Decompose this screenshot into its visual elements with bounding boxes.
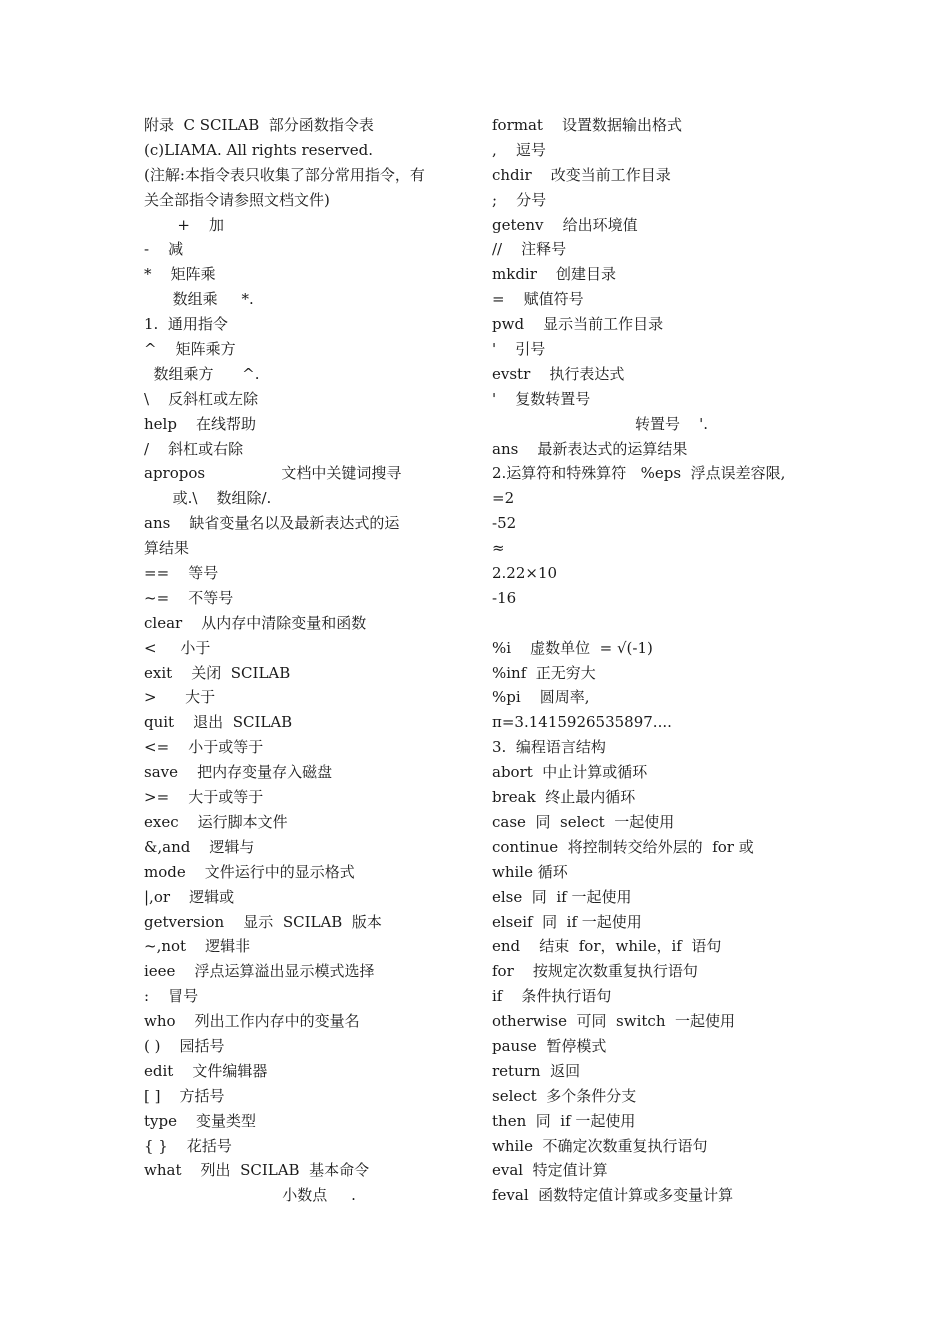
text-line: > 大于 (144, 688, 216, 707)
text-line: // 注释号 (492, 240, 567, 259)
text-line: >= 大于或等于 (144, 788, 264, 807)
text-line: 转置号 '. (492, 414, 709, 433)
text-line: mode 文件运行中的显示格式 (144, 862, 355, 881)
text-line: ( ) 园括号 (144, 1036, 225, 1055)
text-line: ^ 矩阵乘方 (144, 340, 236, 359)
text-line: end 结束 for，while，if 语句 (492, 937, 722, 956)
text-line: ' 复数转置号 (492, 389, 591, 408)
text-line: type 变量类型 (144, 1111, 257, 1130)
text-line: : 冒号 (144, 987, 199, 1006)
text-line: otherwise 可同 switch 一起使用 (492, 1012, 736, 1031)
text-line: ans 缺省变量名以及最新表达式的运 (144, 514, 400, 533)
text-line: 附录 C SCILAB 部分函数指令表 (144, 116, 374, 134)
left-column (144, 113, 474, 1208)
text-line: elseif 同 if 一起使用 (492, 912, 642, 931)
text-line: ~,not 逻辑非 (144, 937, 251, 956)
text-line: exec 运行脚本文件 (144, 812, 288, 831)
text-line: -16 (492, 588, 517, 607)
text-line: 2.22×10 (492, 564, 558, 583)
text-line: while 不确定次数重复执行语句 (492, 1136, 708, 1155)
text-line: < 小于 (144, 638, 211, 657)
text-line: help 在线帮助 (144, 414, 257, 433)
text-line: edit 文件编辑器 (144, 1061, 268, 1080)
text-line: getversion 显示 SCILAB 版本 (144, 912, 382, 931)
text-line: &,and 逻辑与 (144, 837, 255, 856)
text-line: feval 函数特定值计算或多变量计算 (492, 1186, 734, 1205)
text-line: \ 反斜杠或左除 (144, 389, 259, 408)
text-line: * 矩阵乘 (144, 265, 216, 284)
text-line: , 逗号 (492, 140, 546, 159)
text-line: evstr 执行表达式 (492, 364, 625, 383)
text-line: { } 花括号 (144, 1136, 232, 1155)
text-line: ; 分号 (492, 190, 547, 209)
text-line: 1. 通用指令 (144, 315, 228, 334)
text-line: what 列出 SCILAB 基本命令 (144, 1161, 370, 1180)
text-line: = 赋值符号 (492, 290, 584, 309)
text-line: select 多个条件分支 (492, 1086, 637, 1105)
text-line: 算结果 (144, 539, 190, 558)
text-line: if 条件执行语句 (492, 987, 612, 1006)
text-line: 数组乘 *. (144, 290, 254, 309)
text-line: (注解:本指令表只收集了部分常用指令，有 (144, 165, 425, 184)
text-line: - 减 (144, 240, 184, 259)
text-line: ieee 浮点运算溢出显示模式选择 (144, 962, 375, 981)
text-line: / 斜杠或右除 (144, 439, 244, 458)
text-line: then 同 if 一起使用 (492, 1111, 636, 1130)
text-line: for 按规定次数重复执行语句 (492, 962, 698, 981)
text-line: 数组乘方 ^. (144, 364, 260, 383)
text-line: 或.\ 数组除/. (144, 489, 272, 508)
text-line: == 等号 (144, 564, 219, 583)
right-column (492, 113, 832, 1208)
text-line: apropos 文档中关键词搜寻 (144, 464, 402, 483)
text-line: while 循环 (492, 862, 568, 881)
text-line: (c)LIAMA. All rights reserved. (144, 140, 373, 159)
text-line: chdir 改变当前工作目录 (492, 165, 671, 184)
text-line: case 同 select 一起使用 (492, 812, 675, 831)
text-line: + 加 (144, 215, 225, 234)
text-line: break 终止最内循环 (492, 788, 636, 807)
text-line: 2.运算符和特殊算符 %eps 浮点误差容限, (492, 464, 786, 483)
text-line: save 把内存变量存入磁盘 (144, 763, 333, 782)
text-line: π=3.1415926535897.... (492, 713, 672, 732)
text-line: exit 关闭 SCILAB (144, 663, 291, 682)
text-line: abort 中止计算或循环 (492, 763, 648, 782)
text-line (492, 611, 832, 636)
text-line: [ ] 方括号 (144, 1086, 225, 1105)
text-line: 3. 编程语言结构 (492, 738, 606, 757)
text-line: %inf 正无穷大 (492, 663, 596, 682)
text-line: return 返回 (492, 1061, 581, 1080)
text-line: ans 最新表达式的运算结果 (492, 439, 688, 458)
text-line: -52 (492, 514, 517, 533)
text-line: pause 暂停模式 (492, 1036, 607, 1055)
text-line: |,or 逻辑或 (144, 887, 235, 906)
text-line: getenv 给出环境值 (492, 215, 638, 234)
text-line: pwd 显示当前工作目录 (492, 315, 664, 334)
text-line: ≈ (492, 539, 505, 558)
text-line: eval 特定值计算 (492, 1161, 608, 1180)
text-line: continue 将控制转交给外层的 for 或 (492, 837, 754, 856)
text-line: ' 引号 (492, 340, 546, 359)
text-line: %pi 圆周率, (492, 688, 590, 707)
text-line: who 列出工作内存中的变量名 (144, 1012, 360, 1031)
text-line: <= 小于或等于 (144, 738, 264, 757)
text-line: format 设置数据输出格式 (492, 116, 683, 134)
text-line: 关全部指令请参照文档文件) (144, 190, 330, 209)
text-line: =2 (492, 489, 515, 508)
text-line: 小数点 . (144, 1186, 356, 1205)
text-line: mkdir 创建目录 (492, 265, 616, 284)
text-line: clear 从内存中清除变量和函数 (144, 613, 367, 632)
text-line: %i 虚数单位 = √(-1) (492, 638, 653, 657)
text-line: else 同 if 一起使用 (492, 887, 632, 906)
text-line: quit 退出 SCILAB (144, 713, 293, 732)
text-line: ~= 不等号 (144, 588, 234, 607)
